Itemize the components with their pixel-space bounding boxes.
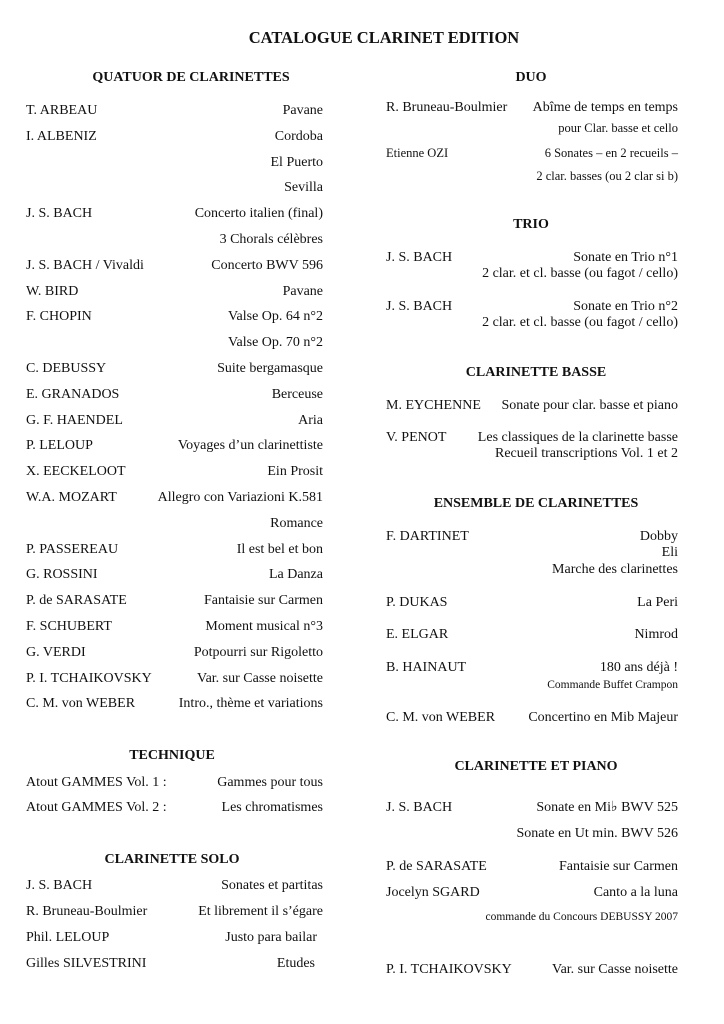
work-title: Abîme de temps en temps: [532, 100, 678, 115]
work-title: Sonate en Mi♭ BWV 525: [536, 800, 678, 815]
work-title: Aria: [298, 412, 323, 428]
composer: V. PENOT: [386, 430, 447, 445]
composer: R. Bruneau-Boulmier: [386, 100, 508, 115]
composer: F. DARTINET: [386, 529, 469, 544]
composer: G. VERDI: [26, 644, 86, 660]
composer: J. S. BACH: [386, 800, 453, 815]
composer: J. S. BACH: [386, 250, 453, 265]
work-title: Potpourri sur Rigoletto: [193, 644, 323, 660]
work-title: Les classiques de la clarinette basse: [477, 430, 678, 445]
collection-note: Recueil transcriptions Vol. 1 et 2: [494, 446, 678, 461]
composer: C. M. von WEBER: [386, 710, 496, 725]
work-title: 6 Sonates – en 2 recueils –: [544, 146, 678, 160]
work-title: Romance: [270, 515, 323, 531]
work-title: Et librement il s’égare: [198, 904, 323, 919]
work-title: 180 ans déjà !: [599, 660, 678, 675]
composer: T. ARBEAU: [26, 103, 98, 118]
work-title: Gammes pour tous: [217, 775, 323, 790]
work-title: Dobby: [639, 529, 678, 544]
work-title: Sonate en Trio n°2: [573, 299, 678, 314]
work-title: 3 Chorals célèbres: [219, 232, 323, 247]
commission-note: Commande Buffet Crampon: [547, 679, 678, 691]
composer: C. M. von WEBER: [26, 696, 136, 712]
work-title: Pavane: [282, 283, 323, 299]
composer: J. S. BACH: [386, 299, 453, 314]
work-title: Fantaisie sur Carmen: [559, 859, 678, 874]
work-title: Sonates et partitas: [221, 878, 323, 893]
section-heading-quatuor: QUATUOR DE CLARINETTES: [92, 70, 290, 85]
work-title: Concerto BWV 596: [211, 257, 323, 273]
work-title: La Danza: [268, 567, 323, 583]
work-title: Il est bel et bon: [236, 541, 323, 557]
instrumentation-note: pour Clar. basse et cello: [558, 121, 678, 135]
composer: J. S. BACH: [26, 878, 93, 893]
composer: G. ROSSINI: [26, 567, 98, 583]
work-title: Moment musical n°3: [205, 619, 323, 634]
composer: W. BIRD: [26, 283, 79, 299]
composer: Etienne OZI: [386, 146, 449, 160]
work-title: Sevilla: [284, 180, 323, 196]
work-title: Voyages d’un clarinettiste: [177, 438, 323, 454]
work-title: Var. sur Casse noisette: [552, 962, 678, 977]
composer: W.A. MOZART: [26, 490, 117, 505]
composer: P. I. TCHAIKOVSKY: [386, 962, 512, 977]
composer: F. SCHUBERT: [26, 619, 112, 634]
composer: P. de SARASATE: [26, 593, 127, 609]
work-title: Sonate pour clar. basse et piano: [501, 398, 678, 413]
work-title: La Peri: [637, 595, 678, 610]
composer: Phil. LELOUP: [26, 930, 110, 945]
work-title: Allegro con Variazioni K.581: [157, 490, 323, 505]
composer: Atout GAMMES Vol. 2 :: [26, 800, 167, 815]
composer: P. DUKAS: [386, 595, 448, 610]
instrumentation-note: 2 clar. et cl. basse (ou fagot / cello): [482, 266, 678, 281]
section-heading-solo: CLARINETTE SOLO: [104, 852, 240, 867]
instrumentation-note: 2 clar. basses (ou 2 clar si b): [536, 169, 678, 183]
work-title: Suite bergamasque: [217, 361, 323, 376]
composer: P. de SARASATE: [386, 859, 487, 874]
work-title: Valse Op. 64 n°2: [227, 309, 323, 325]
work-title: Intro., thème et variations: [178, 696, 323, 712]
work-title: Sonate en Trio n°1: [573, 250, 678, 265]
composer: R. Bruneau-Boulmier: [26, 904, 148, 919]
work-title: Concerto italien (final): [194, 206, 323, 222]
work-title: Canto a la luna: [593, 885, 678, 900]
work-title: Eli: [661, 545, 678, 560]
composer: F. CHOPIN: [26, 309, 92, 325]
work-title: Sonate en Ut min. BWV 526: [516, 826, 678, 841]
composer: C. DEBUSSY: [26, 361, 107, 376]
work-title: Marche des clarinettes: [552, 562, 678, 577]
section-heading-basse: CLARINETTE BASSE: [465, 365, 607, 380]
section-heading-technique: TECHNIQUE: [129, 748, 215, 763]
work-title: Fantaisie sur Carmen: [204, 593, 323, 609]
work-title: Berceuse: [271, 386, 323, 402]
section-heading-duo: DUO: [515, 70, 547, 85]
composer: M. EYCHENNE: [386, 398, 481, 413]
composer: Jocelyn SGARD: [386, 885, 480, 900]
work-title: Nimrod: [634, 627, 678, 642]
instrumentation-note: 2 clar. et cl. basse (ou fagot / cello): [482, 315, 678, 330]
section-heading-trio: TRIO: [513, 217, 549, 232]
work-title: Ein Prosit: [267, 464, 323, 480]
work-title: El Puerto: [270, 154, 323, 170]
work-title: Pavane: [282, 103, 323, 118]
work-title: Var. sur Casse noisette: [197, 670, 323, 686]
commission-note: commande du Concours DEBUSSY 2007: [485, 911, 678, 923]
page-title: CATALOGUE CLARINET EDITION: [248, 28, 520, 47]
composer: I. ALBENIZ: [26, 128, 97, 144]
composer: E. ELGAR: [386, 627, 449, 642]
work-title: Justo para bailar: [225, 930, 317, 945]
composer: Gilles SILVESTRINI: [26, 956, 147, 971]
work-title: Concertino en Mib Majeur: [528, 710, 678, 725]
work-title: Etudes: [276, 956, 315, 971]
composer: E. GRANADOS: [26, 386, 120, 402]
work-title: Les chromatismes: [221, 800, 323, 815]
composer: Atout GAMMES Vol. 1 :: [26, 775, 167, 790]
composer: P. I. TCHAIKOVSKY: [26, 670, 152, 686]
composer: P. PASSEREAU: [26, 541, 119, 557]
section-heading-piano: CLARINETTE ET PIANO: [454, 759, 618, 774]
composer: J. S. BACH: [26, 206, 93, 222]
work-title: Cordoba: [274, 128, 323, 144]
composer: J. S. BACH / Vivaldi: [26, 257, 144, 273]
composer: G. F. HAENDEL: [26, 412, 123, 428]
composer: P. LELOUP: [26, 438, 93, 454]
composer: B. HAINAUT: [386, 660, 467, 675]
section-heading-ensemble: ENSEMBLE DE CLARINETTES: [433, 496, 639, 511]
work-title: Valse Op. 70 n°2: [227, 335, 323, 351]
composer: X. EECKELOOT: [26, 464, 126, 480]
